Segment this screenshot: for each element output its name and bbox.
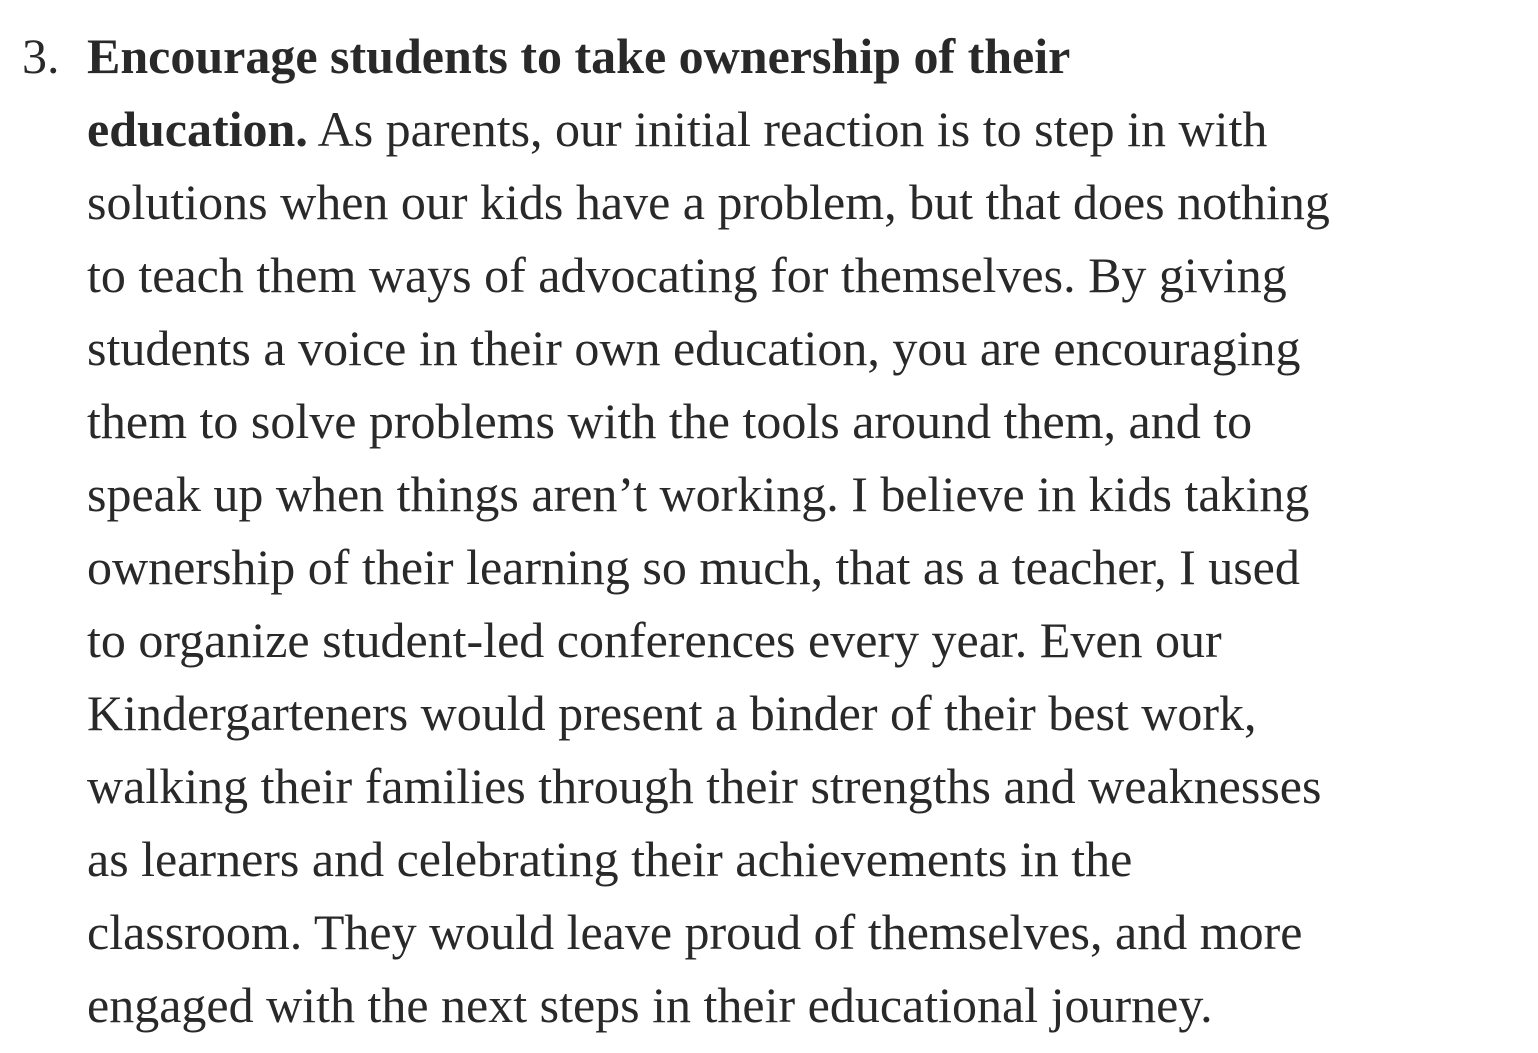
line-text: speak up when things aren’t working. I believe in kids taking [87, 466, 1310, 522]
text-line [87, 20, 1527, 93]
line-text: As parents, our initial reaction is to step in with [307, 101, 1268, 157]
lead-sentence-bold: Encourage students to take ownership of their [87, 28, 1071, 84]
line-text: classroom. They would leave proud of themselves, and more [87, 904, 1303, 960]
lead-sentence-bold: education. [87, 101, 308, 157]
text-line [87, 312, 1527, 385]
line-text: them to solve problems with the tools around them, and to [87, 393, 1253, 449]
line-text: students a voice in their own education, you are encouraging [87, 320, 1301, 376]
text-line [87, 677, 1527, 750]
line-text: to organize student-led conferences every year. Even our [87, 612, 1222, 668]
list-number: 3. [22, 28, 60, 84]
line-text: to teach them ways of advocating for themselves. By giving [87, 247, 1287, 303]
line-text: walking their families through their strengths and weaknesses [87, 758, 1322, 814]
line-text: engaged with the next steps in their educational journey. [87, 977, 1213, 1033]
text-line [87, 239, 1527, 312]
line-text: as learners and celebrating their achievements in the [87, 831, 1133, 887]
paragraph-body [87, 20, 1527, 1042]
text-line [87, 93, 1527, 166]
text-line [87, 458, 1527, 531]
text-line [87, 823, 1527, 896]
text-line [87, 166, 1527, 239]
text-line [87, 750, 1527, 823]
text-line [87, 604, 1527, 677]
text-line [87, 896, 1527, 969]
text-line [87, 531, 1527, 604]
text-line [87, 385, 1527, 458]
line-text: ownership of their learning so much, that as a teacher, I used [87, 539, 1300, 595]
text-line [87, 969, 1527, 1042]
line-text: Kindergarteners would present a binder of their best work, [87, 685, 1257, 741]
line-text: solutions when our kids have a problem, but that does nothing [87, 174, 1330, 230]
